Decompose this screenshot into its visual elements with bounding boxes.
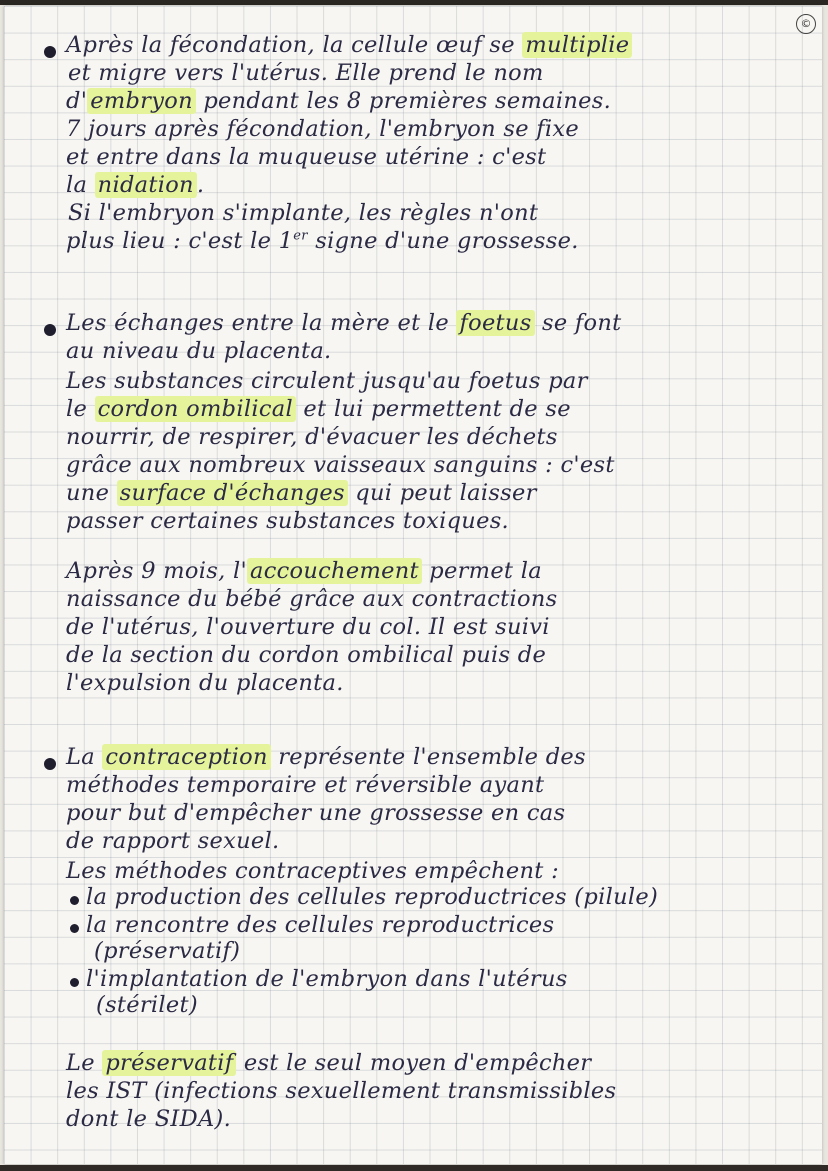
s4-line-2: méthodes temporaire et réversible ayant <box>66 772 545 798</box>
highlight-foetus: foetus <box>456 310 534 336</box>
highlight-surface-echanges: surface d'échanges <box>117 480 348 506</box>
scan-bottom-edge <box>0 1165 828 1171</box>
s3-line-3: de l'utérus, l'ouverture du col. Il est suivi <box>66 614 550 640</box>
s2-line-6: grâce aux nombreux vaisseaux sanguins : c'est <box>66 452 615 478</box>
sub-bullet-sterilet <box>70 978 79 987</box>
highlight-embryon: embryon <box>87 88 196 114</box>
notebook-page <box>4 6 822 1164</box>
s2-line-8: passer certaines substances toxiques. <box>66 508 509 534</box>
sub-bullet-pilule <box>70 896 79 905</box>
s2-line-4: le cordon ombilical et lui permettent de se <box>66 396 571 422</box>
s4-line-4: de rapport sexuel. <box>66 828 280 854</box>
s2-line-1: Les échanges entre la mère et le foetus se font <box>66 310 622 336</box>
s3-line-5: l'expulsion du placenta. <box>66 670 344 696</box>
s5-line-1: Le préservatif est le seul moyen d'empêcher <box>66 1050 592 1076</box>
s2-line-3: Les substances circulent jusqu'au foetus par <box>66 368 588 394</box>
s4-bullet-3: l'implantation de l'embryon dans l'utérus <box>86 966 568 992</box>
sub-bullet-preservatif <box>70 924 79 933</box>
page-corner-mark: © <box>796 14 816 34</box>
s4-bullet-3-example: (stérilet) <box>96 992 198 1018</box>
s4-bullet-2: la rencontre des cellules reproductrices <box>86 912 555 938</box>
s2-line-7: une surface d'échanges qui peut laisser <box>66 480 537 506</box>
s4-line-1: La contraception représente l'ensemble des <box>66 744 586 770</box>
s1-line-5: et entre dans la muqueuse utérine : c'est <box>66 144 547 170</box>
s3-line-2: naissance du bébé grâce aux contractions <box>66 586 558 612</box>
s4-bullet-2-example: (préservatif) <box>94 938 241 964</box>
s1-line-8: plus lieu : c'est le 1er signe d'une grossesse. <box>66 228 579 254</box>
highlight-contraception: contraception <box>102 744 270 770</box>
s1-line-4: 7 jours après fécondation, l'embryon se fixe <box>66 116 580 142</box>
highlight-nidation: nidation <box>95 172 197 198</box>
highlight-multiplie: multiplie <box>522 32 632 58</box>
s1-line-2: et migre vers l'utérus. Elle prend le nom <box>68 60 544 86</box>
s5-line-2: les IST (infections sexuellement transmissibles <box>66 1078 617 1104</box>
s4-bullet-1: la production des cellules reproductrices (pilule) <box>86 884 659 910</box>
s4-line-3: pour but d'empêcher une grossesse en cas <box>66 800 566 826</box>
bullet-contraception <box>44 758 56 770</box>
scan-top-edge <box>0 0 828 5</box>
s4-line-5: Les méthodes contraceptives empêchent : <box>66 858 559 884</box>
s1-line-7: Si l'embryon s'implante, les règles n'ont <box>68 200 539 226</box>
highlight-preservatif: préservatif <box>102 1050 236 1076</box>
s5-line-3: dont le SIDA). <box>66 1106 232 1132</box>
highlight-accouchement: accouchement <box>247 558 422 584</box>
highlight-cordon-ombilical: cordon ombilical <box>95 396 296 422</box>
s3-line-4: de la section du cordon ombilical puis de <box>66 642 547 668</box>
s2-line-2: au niveau du placenta. <box>66 338 332 364</box>
s2-line-5: nourrir, de respirer, d'évacuer les déchets <box>66 424 558 450</box>
s1-line-1: Après la fécondation, la cellule œuf se multiplie <box>66 32 632 58</box>
s1-line-6: la nidation . <box>66 172 205 198</box>
s1-line-3: d' embryon pendant les 8 premières semaines. <box>66 88 612 114</box>
bullet-fecondation <box>44 46 56 58</box>
s3-line-1: Après 9 mois, l' accouchement permet la <box>66 558 542 584</box>
bullet-echanges <box>44 324 56 336</box>
